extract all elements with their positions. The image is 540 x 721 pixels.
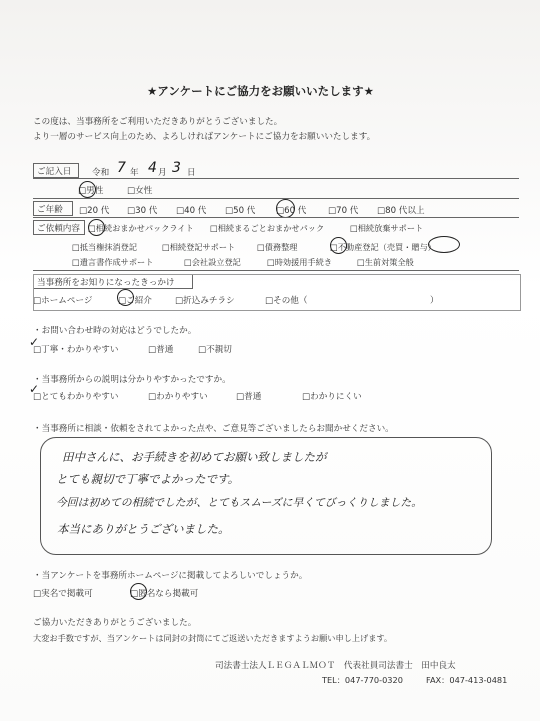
comment-line-2: とても親切で丁寧でよかったです。	[56, 472, 240, 486]
q-publish-selection-mark	[130, 583, 147, 600]
closing-line-1: ご協力いただきありがとうございました。	[33, 618, 197, 628]
request-realestate-mark	[330, 237, 347, 254]
date-year-unit: 年	[130, 168, 139, 178]
request-lite-mark	[88, 219, 105, 236]
date-month-unit: 月	[158, 168, 167, 178]
footer-fax: FAX：047-413-0481	[426, 675, 508, 685]
request-option-company[interactable]: □会社設立登記	[184, 257, 241, 267]
age-option-40[interactable]: □40 代	[176, 206, 207, 216]
intro-line-2: より一層のサービス向上のため、よろしければアンケートにご協力をお願いいたします。	[33, 132, 376, 142]
age-option-30[interactable]: □30 代	[127, 206, 158, 216]
age-option-70[interactable]: □70 代	[328, 206, 359, 216]
q-comments-question: ・当事務所に相談・依頼をされてよかった点や、ご意見等ございましたらお聞かせください。	[33, 424, 394, 434]
age-option-50[interactable]: □50 代	[225, 206, 256, 216]
how-found-label: 当事務所をお知りになったきっかけ	[33, 274, 193, 289]
q-publish-question: ・当アンケートを事務所ホームページに掲載してよろしいでしょうか。	[33, 571, 308, 581]
q-inquiry-question: ・お問い合わせ時の対応はどうでしたか。	[33, 326, 197, 336]
q-explanation-hard[interactable]: □わかりにくい	[302, 392, 362, 402]
date-month: 4	[148, 160, 157, 176]
age-option-60[interactable]: □60 代	[276, 206, 307, 216]
q-explanation-easy[interactable]: □わかりやすい	[148, 392, 208, 402]
comment-line-1: 田中さんに、お手続きを初めてお願い致しましたが	[62, 450, 327, 464]
request-option-prescription[interactable]: □時効援用手続き	[267, 257, 333, 267]
q-explanation-question: ・当事務所からの説明は分かりやすかったですか。	[33, 375, 231, 385]
request-label: ご依頼内容	[33, 220, 85, 235]
how-found-flyer[interactable]: □折込みチラシ	[175, 296, 235, 306]
date-day-unit: 日	[187, 168, 196, 178]
how-found-homepage[interactable]: □ホームページ	[33, 296, 93, 306]
intro-line-1: この度は、当事務所をご利用いただきありがとうございました。	[33, 117, 283, 127]
comment-line-4: 本当にありがとうございました。	[57, 522, 230, 536]
q-explanation-check-mark: ✓	[29, 382, 40, 396]
q-publish-anonymous[interactable]: □匿名なら掲載可	[130, 589, 199, 599]
date-day: 3	[172, 160, 181, 176]
request-option-registration[interactable]: □相続登記サポート	[162, 242, 236, 252]
gender-option-male[interactable]: □男性	[78, 186, 104, 196]
date-label: ご記入日	[33, 163, 79, 178]
how-found-frame	[33, 274, 521, 311]
age-label: ご年齢	[33, 201, 73, 216]
request-option-renounce[interactable]: □相続放棄サポート	[350, 223, 424, 233]
gender-option-female[interactable]: □女性	[127, 186, 153, 196]
q-publish-realname[interactable]: □実名で掲載可	[33, 589, 93, 599]
q-inquiry-normal[interactable]: □普通	[148, 345, 174, 355]
age-option-80[interactable]: □80 代以上	[377, 206, 425, 216]
footer-tel: TEL：047-770-0320	[322, 675, 403, 685]
request-option-lite[interactable]: □相続おまかせパックライト	[88, 223, 194, 233]
q-inquiry-check-mark: ✓	[29, 335, 40, 349]
request-option-estate[interactable]: □生前対策全般	[357, 257, 414, 267]
date-divider	[33, 178, 519, 179]
date-year: 7	[117, 160, 126, 176]
closing-line-2: 大変お手数ですが、当アンケートは同封の封筒にてご返送いただきますようお願い申し上げます。	[33, 633, 393, 643]
comment-line-3: 今回は初めての相続でしたが、とてもスムーズに早くてびっくりしました。	[56, 496, 423, 509]
gender-divider	[33, 198, 519, 199]
request-gift-mark	[428, 236, 460, 253]
request-option-will[interactable]: □遺言書作成サポート	[72, 257, 154, 267]
q-inquiry-rude[interactable]: □不親切	[198, 345, 232, 355]
how-found-other-close: ）	[430, 296, 439, 306]
date-era: 令和	[92, 168, 110, 178]
request-option-mortgage[interactable]: □抵当権抹消登記	[72, 242, 138, 252]
request-option-full[interactable]: □相続まるごとおまかせパック	[210, 223, 325, 233]
survey-title: ★アンケートにご協力をお願いいたします★	[147, 84, 374, 98]
q-inquiry-polite[interactable]: □丁寧・わかりやすい	[33, 345, 119, 355]
request-option-realestate[interactable]: □不動産登記（売買・贈与）	[330, 242, 436, 252]
q-explanation-very[interactable]: □とてもわかりやすい	[33, 392, 119, 402]
age-divider	[33, 217, 519, 218]
gender-selection-mark	[79, 181, 96, 198]
how-found-referral[interactable]: □ご紹介	[118, 296, 152, 306]
request-divider	[33, 270, 519, 271]
request-option-debt[interactable]: □債務整理	[257, 242, 298, 252]
age-selection-mark	[276, 199, 295, 218]
age-option-20[interactable]: □20 代	[79, 206, 110, 216]
how-found-other[interactable]: □その他（	[265, 296, 308, 306]
q-explanation-normal[interactable]: □普通	[236, 392, 262, 402]
footer-office: 司法書士法人ＬＥＧＡＬＭＯＴ 代表社員司法書士 田中良太	[215, 661, 456, 671]
